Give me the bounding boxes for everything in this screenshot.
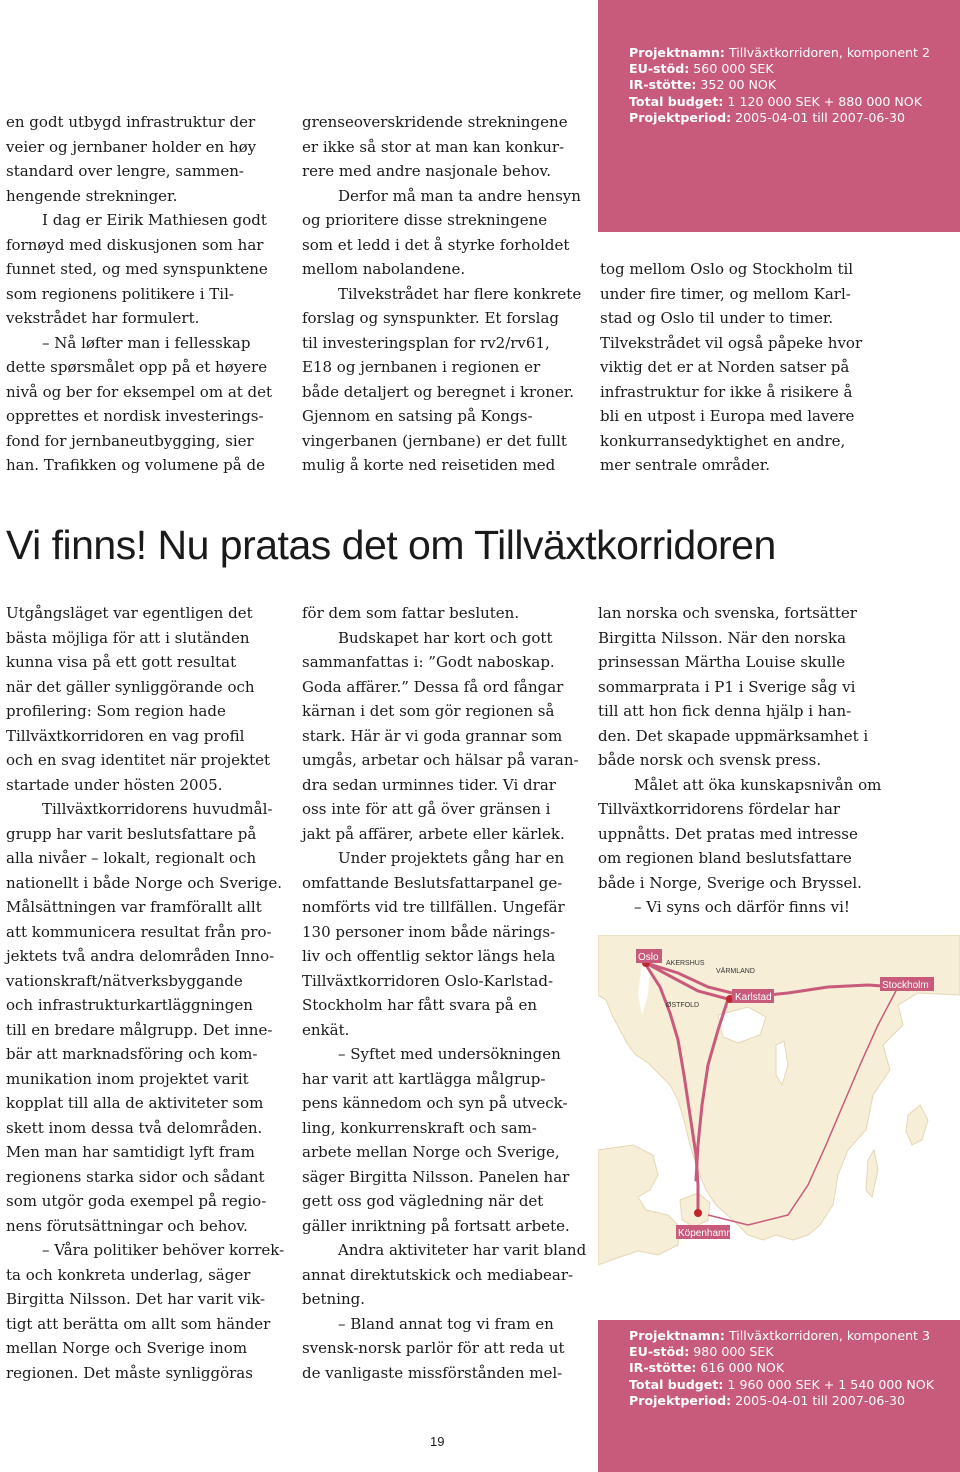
text-line: ling, konkurrenskraft och sam- (302, 1118, 537, 1137)
text-line: kopplat till alla de aktiviteter som (6, 1094, 264, 1112)
text-line: Tillväxtkorridorens huvudmål- (42, 800, 273, 818)
text-line: mulig å korte ned reisetiden med (302, 456, 556, 474)
text-line: arbete mellan Norge och Sverige, (302, 1143, 560, 1161)
text-line: mer sentrale områder. (600, 456, 770, 474)
text-line: som utgör goda exempel på regio- (6, 1192, 267, 1210)
text-line: bli en utpost i Europa med lavere (600, 407, 855, 425)
text-line: 130 personer inom både närings- (302, 922, 556, 941)
text-line: infrastruktur for ikke å risikere å (600, 382, 853, 401)
ir-support-line: IR-stötte: 352 00 NOK (629, 77, 777, 93)
text-line: bär att marknadsföring och kom- (6, 1045, 258, 1063)
akershus-label: AKERSHUS (666, 960, 705, 967)
text-line: mellan Norge och Sverige inom (6, 1339, 248, 1357)
bottom-column-1 (6, 601, 284, 1385)
oslo-label (636, 949, 662, 963)
text-line: Målet att öka kunskapsnivån om (634, 775, 882, 794)
text-line: tigt att berätta om allt som händer (6, 1314, 271, 1333)
text-line: rere med andre nasjonale behov. (302, 162, 552, 180)
text-line: uppnåtts. Det pratas med intresse (598, 824, 858, 843)
ir-support-line: IR-stötte: 616 000 NOK (629, 1360, 785, 1376)
text-line: Tillväxtkorridoren en vag profil (6, 726, 245, 745)
text-line: umgås, arbetar och hälsar på varan- (302, 751, 579, 769)
text-line: standard over lengre, sammen- (6, 162, 244, 180)
svg-text:Stockholm: Stockholm (882, 980, 929, 991)
text-line: opprettes et nordisk investerings- (6, 407, 264, 425)
text-line: har varit att kartlägga målgrup- (302, 1069, 546, 1088)
text-line: funnet sted, og med synspunktene (6, 260, 268, 278)
text-line: till att hon fick denna hjälp i han- (598, 702, 852, 720)
text-line: Derfor må man ta andre hensyn (338, 186, 581, 205)
text-line: prinsessan Märtha Louise skulle (598, 653, 846, 671)
text-line: – Nå løfter man i fellesskap (42, 333, 251, 352)
text-line: alla nivåer – lokalt, regionalt och (6, 849, 257, 867)
text-line: jektets två andra delområden Inno- (6, 947, 275, 965)
text-line: jakt på affärer, arbete eller kärlek. (302, 824, 565, 843)
text-line: nationellt i både Norge och Sverige. (6, 873, 283, 892)
text-line: – Vi syns och därför finns vi! (634, 898, 850, 916)
ostfold-label: ØSTFOLD (666, 1002, 700, 1009)
text-line: kärnan i det som gör regionen så (302, 702, 555, 720)
text-line: under fire timer, og mellom Karl- (600, 284, 851, 303)
text-line: vekstrådet har formulert. (6, 309, 200, 327)
kopenhamn-label (676, 1225, 732, 1239)
text-line: – Bland annat tog vi fram en (338, 1314, 554, 1333)
text-line: nens förutsättningar och behov. (6, 1216, 248, 1235)
text-line: för dem som fattar besluten. (302, 604, 520, 622)
kopenhamn-dot (694, 1209, 702, 1217)
text-line: de vanligaste missförstånden mel- (302, 1363, 563, 1382)
text-line: mellom nabolandene. (302, 260, 466, 278)
text-line: sammanfattas i: ”Godt naboskap. (302, 653, 555, 671)
bottom-column-2 (302, 601, 586, 1385)
text-line: dette spørsmålet opp på et høyere (6, 358, 268, 376)
text-line: er ikke så stor at man kan konkur- (302, 137, 565, 156)
text-line: I dag er Eirik Mathiesen godt (42, 211, 267, 229)
text-line: kunna visa på ett gott resultat (6, 653, 237, 671)
text-line: betning. (302, 1290, 365, 1308)
project-name-line: Projektnamn: Tillväxtkorridoren, komponent 2 (629, 45, 931, 60)
text-line: säger Birgitta Nilsson. Panelen har (302, 1167, 570, 1186)
bottom-column-3 (598, 601, 881, 920)
text-line: Tilvekstrådet vil også påpeke hvor (600, 333, 863, 352)
text-line: fornøyd med diskusjonen som har (6, 235, 264, 254)
text-line: profilering: Som region hade (6, 702, 226, 720)
corridor-map (598, 935, 960, 1320)
text-line: både i Norge, Sverige och Bryssel. (598, 873, 862, 892)
text-line: Målsättningen var framförallt allt (6, 898, 262, 916)
text-line: svensk-norsk parlör för att reda ut (302, 1339, 565, 1357)
text-line: Under projektets gång har en (338, 849, 565, 867)
text-line: den. Det skapade uppmärksamhet i (598, 726, 869, 745)
text-line: Tillväxtkorridoren Oslo-Karlstad- (302, 971, 554, 990)
text-line: viktig det er at Norden satser på (600, 358, 850, 376)
text-line: när det gäller synliggörande och (6, 677, 255, 696)
text-line: – Syftet med undersökningen (338, 1045, 561, 1063)
text-line: regionens starka sidor och sådant (6, 1167, 265, 1186)
text-line: nomförts vid tre tillfällen. Ungefär (302, 898, 565, 916)
svg-text:Köpenhamn: Köpenhamn (678, 1228, 732, 1239)
text-line: skett inom dessa två delområden. (6, 1118, 263, 1137)
text-line: och infrastrukturkartläggningen (6, 996, 253, 1014)
text-line: både norsk och svensk press. (598, 751, 822, 769)
text-line: forslag og synspunkter. Et forslag (302, 309, 560, 327)
text-line: Tillväxtkorridorens fördelar har (598, 800, 841, 818)
project-period-line: Projektperiod: 2005-04-01 till 2007-06-30 (629, 1392, 905, 1408)
text-line: enkät. (302, 1020, 350, 1039)
text-line: – Våra politiker behöver korrek- (42, 1241, 285, 1259)
project-info-box-3 (598, 1320, 960, 1472)
text-line: sommarprata i P1 i Sverige såg vi (598, 677, 856, 696)
text-line: grupp har varit beslutsfattare på (6, 824, 257, 843)
text-line: Birgitta Nilsson. Det har varit vik- (6, 1290, 266, 1308)
text-line: en godt utbygd infrastruktur der (6, 113, 256, 131)
text-line: både detaljert og beregnet i kroner. (302, 382, 575, 401)
eu-support-line: EU-stöd: 560 000 SEK (629, 61, 774, 77)
text-line: E18 og jernbanen i regionen er (302, 358, 541, 376)
text-line: som regionens politikere i Til- (6, 284, 234, 303)
text-line: dra sedan urminnes tider. Vi drar (302, 775, 556, 794)
total-budget-line: Total budget: 1 120 000 SEK + 880 000 NOK (629, 93, 922, 109)
text-line: ta och konkreta underlag, säger (6, 1265, 251, 1284)
karlstad-label (732, 989, 774, 1003)
svg-text:Karlstad: Karlstad (735, 992, 772, 1003)
text-line: Stockholm har fått svara på en (302, 996, 538, 1014)
text-line: munikation inom projektet varit (6, 1069, 249, 1088)
text-line: vationskraft/nätverksbyggande (6, 971, 243, 990)
text-line: tog mellom Oslo og Stockholm til (600, 260, 854, 278)
text-line: Budskapet har kort och gott (338, 628, 553, 647)
text-line: gett oss god vägledning när det (302, 1192, 544, 1210)
text-line: om regionen bland beslutsfattare (598, 849, 852, 867)
text-line: til investeringsplan for rv2/rv61, (302, 333, 550, 352)
text-line: hengende strekninger. (6, 186, 178, 205)
text-line: startade under hösten 2005. (6, 775, 223, 794)
top-column-1 (6, 110, 272, 478)
text-line: oss inte för att gå över gränsen i (302, 800, 551, 818)
text-line: gäller inriktning på fortsatt arbete. (302, 1216, 570, 1235)
svg-text:Oslo: Oslo (638, 952, 659, 963)
text-line: att kommunicera resultat från pro- (6, 922, 272, 941)
project-period-line: Projektperiod: 2005-04-01 till 2007-06-30 (629, 109, 905, 125)
text-line: lan norska och svenska, fortsätter (598, 604, 857, 622)
text-line: och en svag identitet när projektet (6, 751, 271, 769)
text-line: till en bredare målgrupp. Det inne- (6, 1020, 273, 1039)
text-line: stark. Här är vi goda grannar som (302, 726, 563, 745)
text-line: annat direktutskick och mediabear- (302, 1265, 574, 1284)
project-info-box-2 (598, 0, 960, 232)
eu-support-line: EU-stöd: 980 000 SEK (629, 1344, 774, 1360)
text-line: Andra aktiviteter har varit bland (338, 1241, 587, 1259)
text-line: bästa möjliga för att i slutänden (6, 628, 250, 647)
top-column-3 (600, 257, 862, 478)
project-name-line: Projektnamn: Tillväxtkorridoren, komponent 3 (629, 1328, 931, 1343)
varmland-label: VÄRMLAND (716, 968, 755, 975)
top-column-2 (302, 110, 581, 478)
text-line: grenseoverskridende strekningene (302, 113, 568, 131)
text-line: som et ledd i det å styrke forholdet (302, 235, 570, 254)
text-line: konkurransedyktighet en andre, (600, 431, 846, 450)
text-line: pens kännedom och syn på utveck- (302, 1094, 568, 1112)
section-heading: Vi finns! Nu pratas det om Tillväxtkorridoren (6, 522, 776, 568)
text-line: Birgitta Nilsson. När den norska (598, 628, 847, 647)
total-budget-line: Total budget: 1 960 000 SEK + 1 540 000 NOK (629, 1376, 934, 1392)
text-line: veier og jernbaner holder en høy (6, 137, 257, 156)
text-line: Goda affärer.” Dessa få ord fångar (302, 677, 564, 696)
stockholm-label (880, 977, 934, 991)
text-line: Gjennom en satsing på Kongs- (302, 407, 533, 425)
text-line: liv och offentlig sektor längs hela (302, 947, 556, 965)
text-line: og prioritere disse strekningene (302, 211, 548, 229)
text-line: fond for jernbaneutbygging, sier (6, 431, 254, 450)
text-line: han. Trafikken og volumene på de (6, 456, 265, 474)
text-line: stad og Oslo til under to timer. (600, 309, 834, 327)
text-line: omfattande Beslutsfattarpanel ge- (302, 873, 563, 892)
text-line: regionen. Det måste synliggöras (6, 1363, 253, 1382)
text-line: nivå og ber for eksempel om at det (6, 382, 273, 401)
text-line: Tilvekstrådet har flere konkrete (338, 284, 582, 303)
text-line: vingerbanen (jernbane) er det fullt (302, 431, 567, 450)
page-number: 19 (430, 1434, 445, 1449)
text-line: Men man har samtidigt lyft fram (6, 1143, 255, 1161)
text-line: Utgångsläget var egentligen det (6, 604, 253, 622)
